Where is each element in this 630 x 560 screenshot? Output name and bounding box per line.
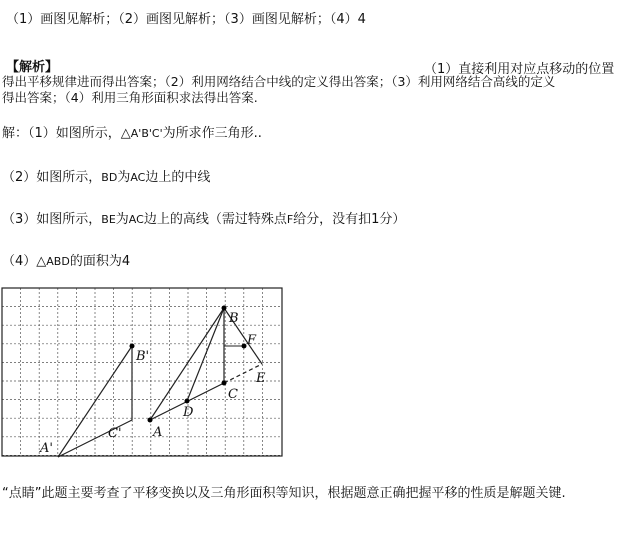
- label-f: F: [247, 333, 257, 348]
- geometry-grid-figure: [0, 280, 290, 460]
- grid-border: [2, 288, 282, 456]
- answers-line: （1）画图见解析；（2）画图见解析；（3）画图见解析；（4）4: [6, 12, 366, 27]
- comment-note: “点睛”此题主要考查了平移变换以及三角形面积等知识，根据题意正确把握平移的性质是解题关键.: [2, 486, 566, 501]
- point-b: [222, 306, 227, 311]
- label-a: A: [153, 425, 163, 440]
- label-d: D: [183, 405, 194, 420]
- point-f-label: F: [286, 213, 294, 226]
- solution-step-1-prefix: 解：（1）如图所示，△: [2, 126, 131, 141]
- point-a: [148, 418, 153, 423]
- median-bd: [187, 308, 224, 401]
- triangle-abd-label: ABD: [46, 255, 70, 268]
- solution-step-2: [2, 166, 210, 185]
- segment-be-label: BE: [101, 213, 116, 226]
- triangle-a1b1c1-label: A'B'C': [130, 127, 163, 140]
- point-d: [185, 399, 190, 404]
- solution-step-1: [2, 122, 262, 141]
- solution-step-2-prefix: （2）如图所示，: [2, 170, 102, 185]
- analysis-line-3: 得出答案；（4）利用三角形面积求法得出答案.: [2, 90, 258, 105]
- label-e: E: [256, 371, 266, 386]
- solution-step-3-mid: 为: [115, 212, 129, 227]
- point-b1: [130, 344, 135, 349]
- label-b1: B': [136, 349, 150, 364]
- segment-ac-label-2: AC: [128, 213, 144, 226]
- point-f: [242, 344, 247, 349]
- label-b: B: [229, 311, 239, 326]
- solution-step-4-suffix: 的面积为4: [69, 254, 131, 269]
- label-a1: A': [40, 441, 53, 456]
- dotted-grid: [2, 288, 282, 456]
- segment-ac-label: AC: [130, 171, 146, 184]
- label-c: C: [228, 387, 238, 402]
- segment-bd-label: BD: [101, 171, 118, 184]
- analysis-header: 【解析】: [6, 60, 59, 75]
- point-c: [222, 381, 227, 386]
- solution-step-3-prefix: （3）如图所示，: [2, 212, 102, 227]
- analysis-line-2: 得出平移规律进而得出答案；（2）利用网络结合中线的定义得出答案；（3）利用网络结合高线的定义: [2, 74, 556, 89]
- solution-step-2-mid: 为: [117, 170, 131, 185]
- solution-step-3: [2, 208, 405, 227]
- solution-step-1-suffix: 为所求作三角形..: [162, 126, 262, 141]
- solution-step-4-prefix: （4）△: [2, 254, 47, 269]
- solution-step-2-suffix: 边上的中线: [145, 170, 211, 185]
- solution-step-3-end: 给分，没有扣1分）: [293, 212, 406, 227]
- solution-step-4: [2, 250, 130, 269]
- label-c1: C': [108, 426, 122, 441]
- analysis-right-text: （1）直接利用对应点移动的位置: [424, 62, 615, 77]
- solution-step-3-suffix: 边上的高线（需过特殊点: [143, 212, 287, 227]
